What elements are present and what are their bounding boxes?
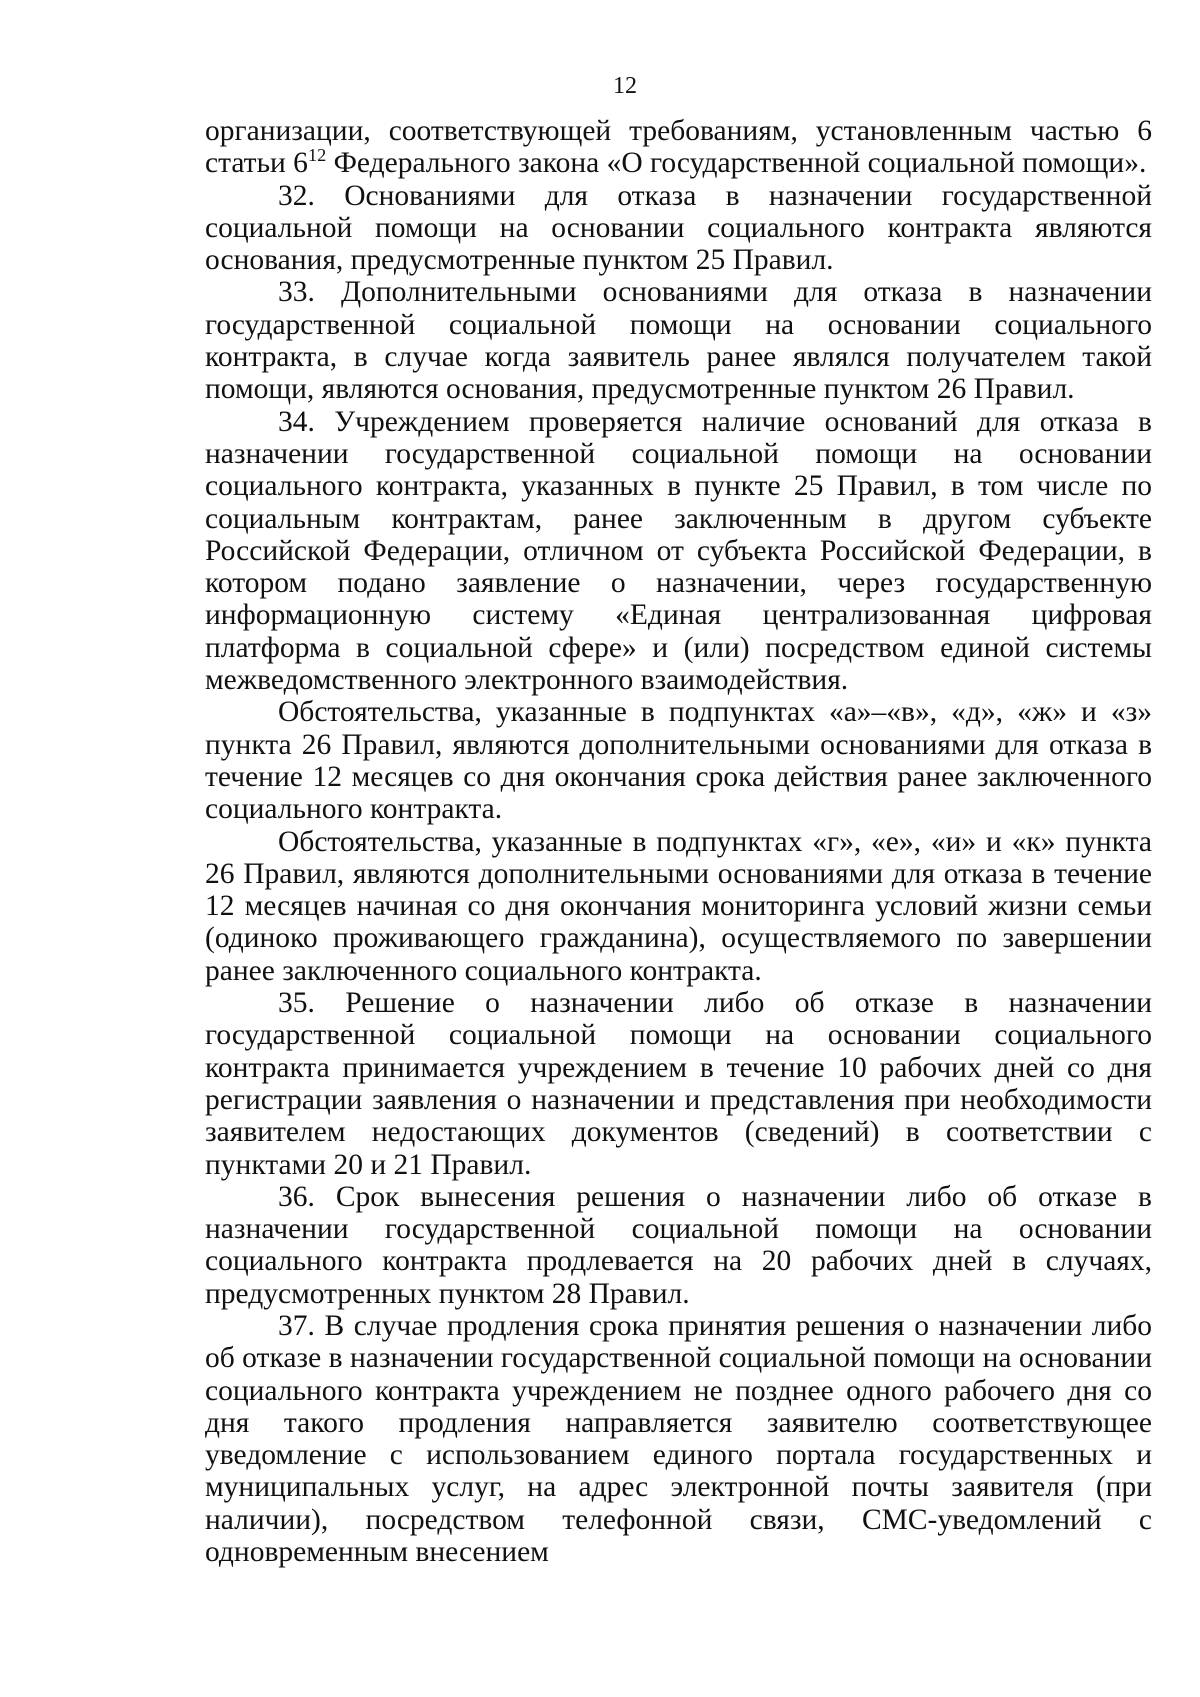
paragraph-34-circumstances-a: Обстоятельства, указанные в подпунктах «а»–«в», «д», «ж» и «з» пункта 26 Правил, являются дополнительными основаниями для отказа в течение 12 месяцев со дня окончания срока действия ранее заключенного социального контракта. [205,696,1152,826]
intro-paragraph [205,115,1152,180]
intro-superscript: 12 [307,145,327,166]
paragraph-34-circumstances-b: Обстоятельства, указанные в подпунктах «г», «е», «и» и «к» пункта 26 Правил, являются дополнительными основаниями для отказа в течение 12 месяцев начиная со дня окончания мониторинга условий жизни семьи (одиноко проживающего гражданина), осуществляемого по завершении ранее заключенного социального контракта. [205,825,1152,987]
paragraph-33: 33. Дополнительными основаниями для отказа в назначении государственной социальной помощи на основании социального контракта, в случае когда заявитель ранее являлся получателем такой помощи, являются основания, предусмотренные пунктом 26 Правил. [205,276,1152,406]
paragraph-32: 32. Основаниями для отказа в назначении государственной социальной помощи на основании социального контракта являются основания, предусмотренные пунктом 25 Правил. [205,179,1152,277]
paragraph-35: 35. Решение о назначении либо об отказе в назначении государственной социальной помощи на основании социального контракта принимается учреждением в течение 10 рабочих дней со дня регистрации заявления о назначении и представления при необходимости заявителем недостающих документов (сведений) в соответствии с пунктами 20 и 21 Правил. [205,987,1152,1181]
document-body [205,115,1152,1568]
intro-text-part2: Федерального закона «О государственной социальной помощи». [326,147,1147,180]
paragraph-34: 34. Учреждением проверяется наличие оснований для отказа в назначении государственной социальной помощи на основании социального контракта, указанных в пункте 25 Правил, в том числе по социальным контрактам, ранее заключенным в другом субъекте Российской Федерации, отличном от субъекта Российской Федерации, в котором подано заявление о назначении, через государственную информационную систему «Единая централизованная цифровая платформа в социальной сфере» и (или) посредством единой системы межведомственного электронного взаимодействия. [205,405,1152,697]
page-number: 12 [613,73,637,99]
paragraph-36: 36. Срок вынесения решения о назначении либо об отказе в назначении государственной социальной помощи на основании социального контракта продлевается на 20 рабочих дней в случаях, предусмотренных пунктом 28 Правил. [205,1180,1152,1310]
paragraph-37: 37. В случае продления срока принятия решения о назначении либо об отказе в назначении государственной социальной помощи на основании социального контракта учреждением не позднее одного рабочего дня со дня такого продления направляется заявителю соответствующее уведомление с использованием единого портала государственных и муниципальных услуг, на адрес электронной почты заявителя (при наличии), посредством телефонной связи, СМС-уведомлений с одновременным внесением [205,1309,1152,1569]
intro-text-part1: организации, соответствующей требованиям, установленным частью 6 статьи 6 [205,115,1152,180]
